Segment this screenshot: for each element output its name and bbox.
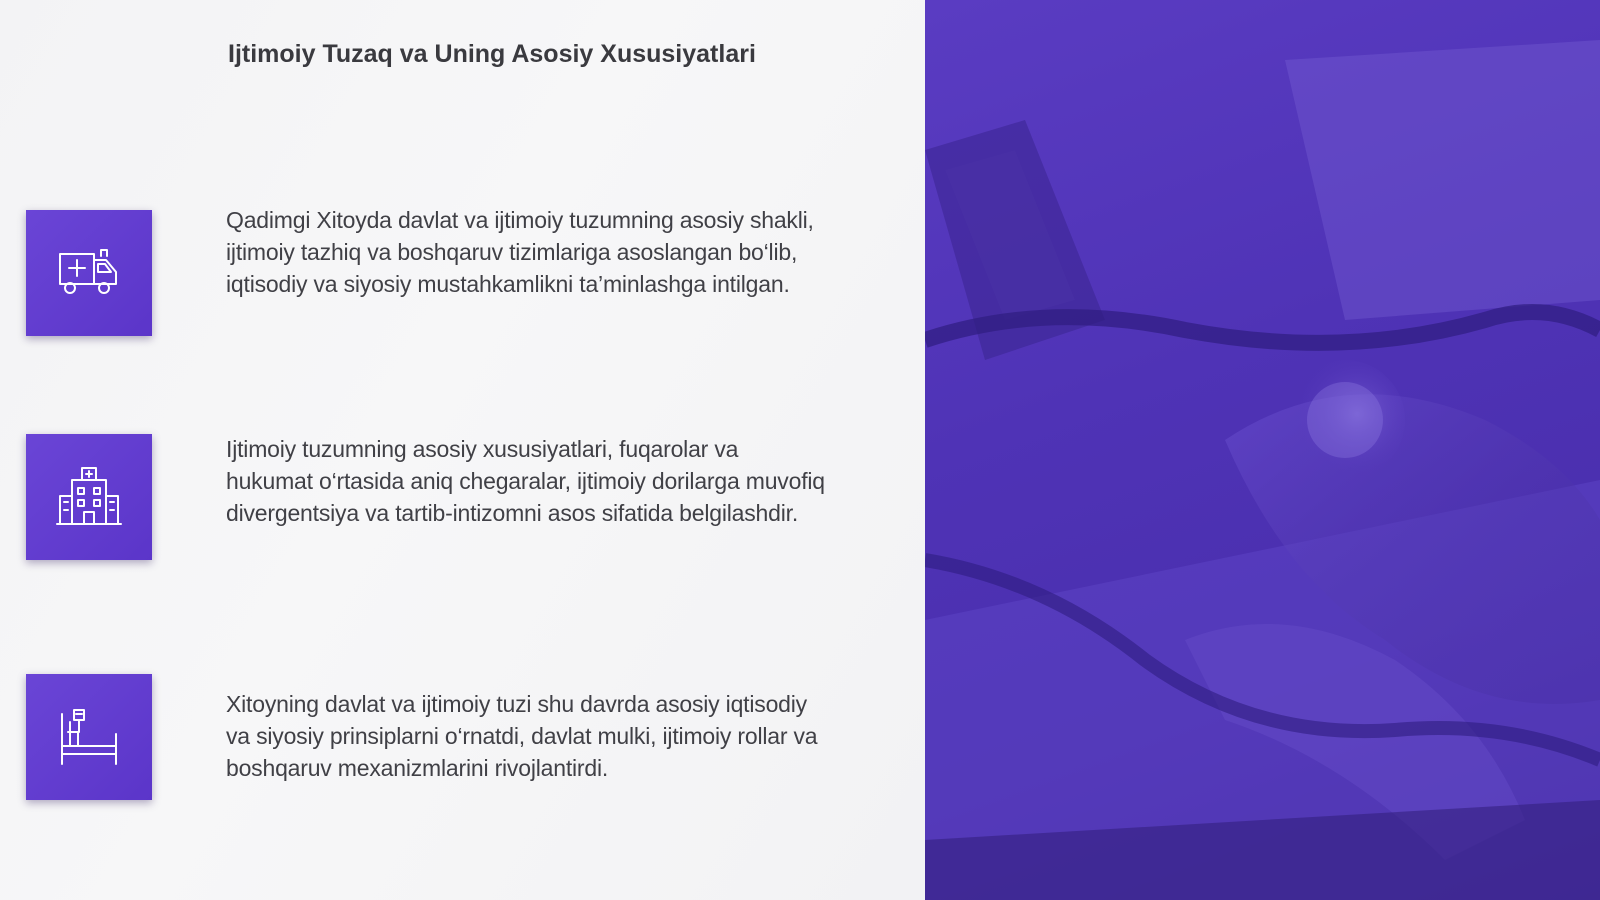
item-2-icon-box — [26, 434, 152, 560]
item-1-text: Qadimgi Xitoyda davlat va ijtimoiy tuzumning asosiy shakli, ijtimoiy tazhiq va boshqaruv tizimlariga asoslangan bo‘lib, iqtisodiy va siyosiy mustahkamlikni ta’minlashga intilgan. — [226, 207, 814, 297]
slide-title: Ijtimoiy Tuzaq va Uning Asosiy Xususiyatlari — [228, 40, 756, 68]
ambulance-icon — [54, 238, 124, 308]
stethoscope-photo — [925, 0, 1600, 900]
hospital-building-icon — [54, 462, 124, 532]
item-3-text: Xitoyning davlat va ijtimoiy tuzi shu davrda asosiy iqtisodiy va siyosiy prinsiplarni o‘rnatdi, davlat mulki, ijtimoiy rollar va boshqaruv mexanizmlarini rivojlantirdi. — [226, 691, 818, 781]
hospital-bed-icon — [54, 702, 124, 772]
item-3-icon-box — [26, 674, 152, 800]
item-2-text: Ijtimoiy tuzumning asosiy xususiyatlari, fuqarolar va hukumat o‘rtasida aniq chegaralar, ijtimoiy dorilarga muvofiq divergentsiya va tartib-intizomni asos sifatida belgilashdir. — [226, 436, 825, 526]
item-1-icon-box — [26, 210, 152, 336]
photo-panel — [925, 0, 1600, 900]
